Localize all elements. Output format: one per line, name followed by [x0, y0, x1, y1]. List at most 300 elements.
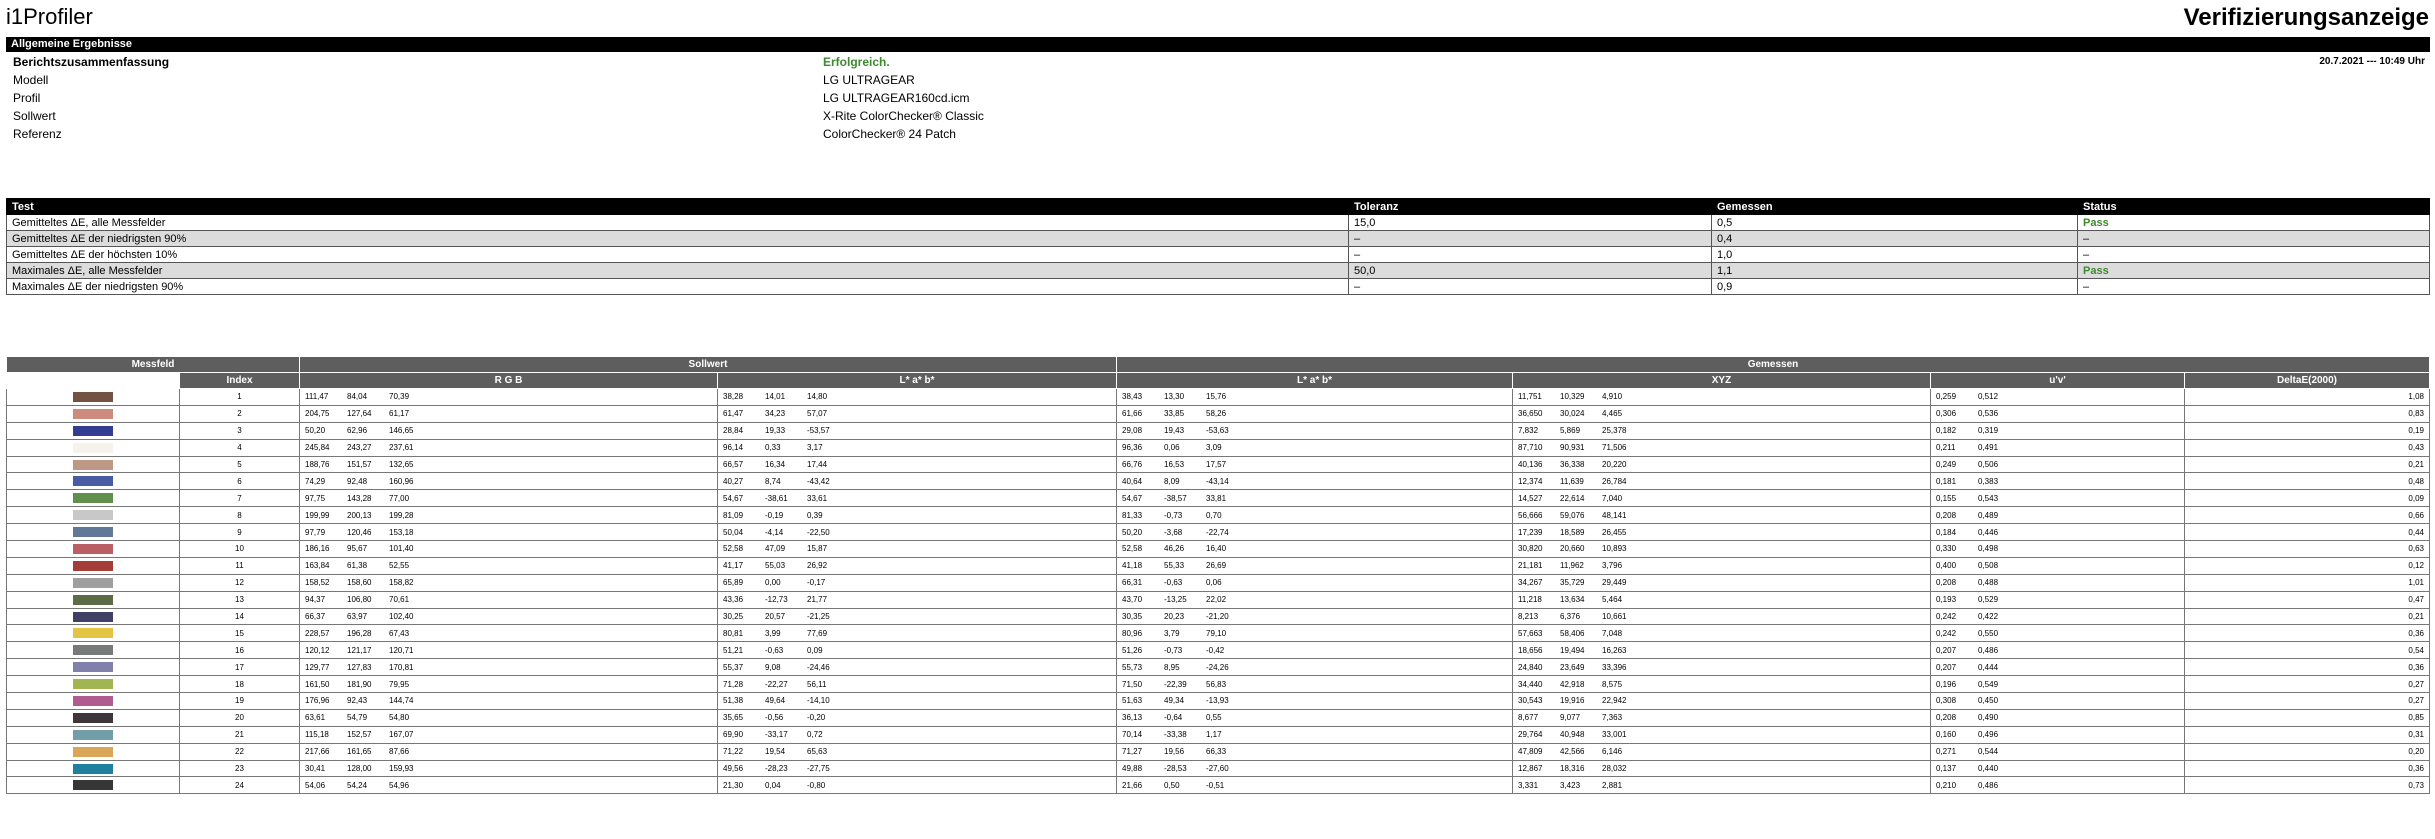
measured-lab-value: 0,06: [1164, 443, 1180, 453]
test-tolerance: –: [1349, 279, 1712, 295]
target-lab-cell: [718, 760, 1117, 777]
rgb-value: 146,65: [389, 426, 414, 436]
test-status: –: [2078, 247, 2430, 263]
xyz-value: 11,962: [1560, 561, 1584, 571]
test-row: [7, 263, 2430, 279]
rgb-value: 30,41: [305, 764, 326, 774]
uv-value: 0,400: [1936, 561, 1957, 571]
measured-lab-cell: [1117, 726, 1513, 743]
target-lab-cell: [718, 591, 1117, 608]
uv-value: 0,306: [1936, 409, 1957, 419]
measured-lab-value: 8,95: [1164, 662, 1180, 672]
rgb-value: 61,17: [389, 409, 410, 419]
measured-lab-value: -21,20: [1206, 612, 1229, 622]
rgb-value: 158,60: [347, 578, 372, 588]
xyz-value: 7,363: [1602, 713, 1623, 723]
test-name: Gemitteltes ΔE der niedrigsten 90%: [7, 231, 1349, 247]
rgb-cell: [300, 642, 718, 659]
target-lab-value: 0,00: [765, 578, 781, 588]
rgb-value: 92,48: [347, 476, 368, 486]
target-lab-value: 15,87: [807, 544, 828, 554]
measured-lab-value: -24,26: [1206, 662, 1229, 672]
xyz-value: 29,764: [1518, 730, 1543, 740]
measured-lab-value: -28,53: [1164, 764, 1187, 774]
measured-lab-cell: [1117, 693, 1513, 710]
measured-lab-value: 8,09: [1164, 476, 1180, 486]
uv-value: 0,208: [1936, 510, 1957, 520]
report-date: 20.7.2021 --- 10:49 Uhr: [2319, 56, 2425, 67]
color-swatch: [73, 510, 113, 520]
uv-value: 0,486: [1978, 645, 1999, 655]
measured-lab-cell: [1117, 389, 1513, 406]
measured-lab-value: 51,63: [1122, 696, 1143, 706]
swatch-cell: [7, 524, 180, 541]
xyz-cell: [1513, 574, 1931, 591]
xyz-value: 12,867: [1518, 764, 1543, 774]
xyz-cell: [1513, 490, 1931, 507]
target-lab-value: 50,04: [723, 527, 744, 537]
rgb-value: 54,80: [389, 713, 410, 723]
measured-lab-value: 3,09: [1206, 443, 1222, 453]
xyz-value: 3,796: [1602, 561, 1623, 571]
uv-value: 0,486: [1978, 780, 1999, 790]
measured-lab-cell: [1117, 456, 1513, 473]
uv-cell: [1931, 490, 2185, 507]
target-lab-value: 77,69: [807, 628, 828, 638]
target-lab-value: 34,23: [765, 409, 786, 419]
target-lab-value: 14,80: [807, 392, 828, 402]
uv-value: 0,319: [1978, 426, 1999, 436]
target-lab-value: 0,72: [807, 730, 823, 740]
target-lab-value: 19,33: [765, 426, 786, 436]
measured-lab-value: 13,30: [1164, 392, 1185, 402]
uv-value: 0,155: [1936, 493, 1957, 503]
uv-cell: [1931, 574, 2185, 591]
measured-lab-cell: [1117, 642, 1513, 659]
measured-lab-value: 16,40: [1206, 544, 1227, 554]
xyz-cell: [1513, 473, 1931, 490]
col-deltae: DeltaE(2000): [2185, 373, 2430, 389]
target-lab-value: 40,27: [723, 476, 744, 486]
measured-lab-cell: [1117, 524, 1513, 541]
rgb-value: 186,16: [305, 544, 330, 554]
target-lab-value: 49,56: [723, 764, 744, 774]
swatch-cell: [7, 439, 180, 456]
rgb-cell: [300, 405, 718, 422]
deltae-value: 0,36: [2185, 760, 2430, 777]
target-lab-value: -24,46: [807, 662, 830, 672]
uv-cell: [1931, 625, 2185, 642]
xyz-cell: [1513, 456, 1931, 473]
patch-index: 1: [180, 389, 300, 406]
rgb-cell: [300, 557, 718, 574]
rgb-value: 106,80: [347, 595, 372, 605]
xyz-cell: [1513, 743, 1931, 760]
rgb-value: 120,71: [389, 645, 414, 655]
xyz-value: 3,423: [1560, 780, 1581, 790]
xyz-value: 8,575: [1602, 679, 1623, 689]
target-lab-value: 0,39: [807, 510, 823, 520]
xyz-value: 18,589: [1560, 527, 1585, 537]
xyz-value: 4,465: [1602, 409, 1623, 419]
summary-row-label: Referenz: [13, 127, 62, 141]
uv-value: 0,182: [1936, 426, 1957, 436]
test-name: Maximales ΔE der niedrigsten 90%: [7, 279, 1349, 295]
uv-value: 0,207: [1936, 645, 1957, 655]
measured-lab-value: 55,33: [1164, 561, 1185, 571]
rgb-cell: [300, 760, 718, 777]
xyz-value: 14,527: [1518, 493, 1543, 503]
uv-value: 0,496: [1978, 730, 1999, 740]
target-lab-value: -21,25: [807, 612, 830, 622]
rgb-value: 128,00: [347, 764, 372, 774]
xyz-value: 33,396: [1602, 662, 1627, 672]
target-lab-cell: [718, 439, 1117, 456]
rgb-cell: [300, 541, 718, 558]
patch-row: [7, 777, 2430, 794]
deltae-value: 0,54: [2185, 642, 2430, 659]
target-lab-value: 17,44: [807, 460, 828, 469]
col-measured: Gemessen: [1712, 199, 2078, 215]
target-lab-value: -0,63: [765, 645, 784, 655]
deltae-value: 0,36: [2185, 625, 2430, 642]
rgb-value: 152,57: [347, 730, 372, 740]
target-lab-cell: [718, 676, 1117, 693]
rgb-value: 217,66: [305, 747, 330, 757]
target-lab-value: 19,54: [765, 747, 786, 757]
deltae-value: 0,21: [2185, 608, 2430, 625]
color-swatch: [73, 730, 113, 740]
uv-value: 0,446: [1978, 527, 1999, 537]
xyz-value: 18,656: [1518, 645, 1543, 655]
rgb-cell: [300, 659, 718, 676]
uv-value: 0,488: [1978, 578, 1999, 588]
target-lab-value: 69,90: [723, 730, 744, 740]
swatch-cell: [7, 591, 180, 608]
target-lab-value: -0,56: [765, 713, 784, 723]
target-lab-cell: [718, 693, 1117, 710]
color-swatch: [73, 578, 113, 588]
summary-row-label: Modell: [13, 73, 49, 87]
deltae-value: 0,27: [2185, 676, 2430, 693]
rgb-value: 77,00: [389, 493, 410, 503]
uv-cell: [1931, 591, 2185, 608]
rgb-cell: [300, 625, 718, 642]
uv-cell: [1931, 524, 2185, 541]
deltae-value: 0,73: [2185, 777, 2430, 794]
color-swatch: [73, 561, 113, 571]
target-lab-value: 81,09: [723, 510, 744, 520]
xyz-cell: [1513, 557, 1931, 574]
target-lab-cell: [718, 777, 1117, 794]
patch-row: [7, 574, 2430, 591]
measured-lab-cell: [1117, 541, 1513, 558]
uv-value: 0,544: [1978, 747, 1999, 757]
measured-lab-value: 30,35: [1122, 612, 1143, 622]
rgb-value: 188,76: [305, 460, 330, 469]
measured-lab-value: 29,08: [1122, 426, 1143, 436]
color-swatch: [73, 544, 113, 554]
patch-index: 10: [180, 541, 300, 558]
deltae-value: 0,21: [2185, 456, 2430, 473]
uv-value: 0,543: [1978, 493, 1999, 503]
target-lab-cell: [718, 709, 1117, 726]
rgb-value: 176,96: [305, 696, 330, 706]
rgb-value: 63,97: [347, 612, 368, 622]
xyz-cell: [1513, 422, 1931, 439]
xyz-cell: [1513, 439, 1931, 456]
patch-index: 11: [180, 557, 300, 574]
measured-lab-cell: [1117, 676, 1513, 693]
xyz-value: 19,916: [1560, 696, 1585, 706]
rgb-value: 97,75: [305, 493, 326, 503]
target-lab-value: -43,42: [807, 476, 830, 486]
xyz-value: 47,809: [1518, 747, 1543, 757]
test-measured: 0,5: [1712, 215, 2078, 231]
uv-cell: [1931, 507, 2185, 524]
measured-lab-value: 16,53: [1164, 460, 1185, 469]
measured-lab-cell: [1117, 709, 1513, 726]
xyz-value: 6,146: [1602, 747, 1623, 757]
deltae-value: 0,66: [2185, 507, 2430, 524]
xyz-value: 42,566: [1560, 747, 1585, 757]
uv-cell: [1931, 709, 2185, 726]
rgb-value: 127,83: [347, 662, 372, 672]
col-xyz: XYZ: [1513, 373, 1931, 389]
uv-value: 0,498: [1978, 544, 1999, 554]
deltae-value: 0,36: [2185, 659, 2430, 676]
summary-row: [6, 125, 2430, 143]
measured-lab-value: -0,73: [1164, 510, 1183, 520]
xyz-value: 58,406: [1560, 628, 1585, 638]
swatch-cell: [7, 777, 180, 794]
uv-cell: [1931, 760, 2185, 777]
rgb-cell: [300, 777, 718, 794]
measured-lab-value: 20,23: [1164, 612, 1185, 622]
rgb-value: 159,93: [389, 764, 414, 774]
patch-index: 15: [180, 625, 300, 642]
target-lab-value: 96,14: [723, 443, 744, 453]
xyz-value: 26,455: [1602, 527, 1627, 537]
uv-value: 0,450: [1978, 696, 1999, 706]
target-lab-value: 35,65: [723, 713, 744, 723]
deltae-value: 0,85: [2185, 709, 2430, 726]
target-lab-value: 55,37: [723, 662, 744, 672]
patch-index: 6: [180, 473, 300, 490]
patch-index: 17: [180, 659, 300, 676]
uv-cell: [1931, 642, 2185, 659]
rgb-cell: [300, 473, 718, 490]
rgb-value: 54,24: [347, 780, 368, 790]
target-lab-value: -27,75: [807, 764, 830, 774]
target-lab-value: 0,04: [765, 780, 781, 790]
target-lab-value: 3,17: [807, 443, 823, 453]
measured-lab-cell: [1117, 490, 1513, 507]
rgb-value: 144,74: [389, 696, 414, 706]
measured-lab-value: 66,76: [1122, 460, 1143, 469]
xyz-cell: [1513, 591, 1931, 608]
xyz-cell: [1513, 642, 1931, 659]
xyz-value: 29,449: [1602, 578, 1627, 588]
uv-cell: [1931, 676, 2185, 693]
rgb-value: 95,67: [347, 544, 368, 554]
rgb-value: 196,28: [347, 628, 372, 638]
test-results-table: [6, 198, 2430, 295]
col-uv: u'v': [1931, 373, 2185, 389]
test-name: Gemitteltes ΔE, alle Messfelder: [7, 215, 1349, 231]
target-lab-value: -22,50: [807, 527, 830, 537]
rgb-value: 129,77: [305, 662, 330, 672]
rgb-cell: [300, 743, 718, 760]
col-status: Status: [2078, 199, 2430, 215]
xyz-cell: [1513, 726, 1931, 743]
group-gemessen: Gemessen: [1117, 357, 2430, 373]
measured-lab-value: 41,18: [1122, 561, 1143, 571]
patch-row: [7, 760, 2430, 777]
target-lab-cell: [718, 524, 1117, 541]
rgb-cell: [300, 389, 718, 406]
color-swatch: [73, 612, 113, 622]
rgb-value: 120,46: [347, 527, 372, 537]
rgb-value: 170,81: [389, 662, 414, 672]
uv-cell: [1931, 693, 2185, 710]
xyz-value: 11,218: [1518, 595, 1542, 605]
measured-lab-value: -38,57: [1164, 493, 1187, 503]
target-lab-value: 71,28: [723, 679, 744, 689]
patch-row: [7, 490, 2430, 507]
measured-lab-value: 56,83: [1206, 679, 1227, 689]
target-lab-value: 51,38: [723, 696, 744, 706]
target-lab-value: -38,61: [765, 493, 788, 503]
rgb-cell: [300, 456, 718, 473]
summary-row: [6, 107, 2430, 125]
rgb-value: 52,55: [389, 561, 410, 571]
general-results-bar: Allgemeine Ergebnisse: [6, 37, 2430, 52]
xyz-value: 33,001: [1602, 730, 1627, 740]
color-swatch: [73, 747, 113, 757]
target-lab-cell: [718, 389, 1117, 406]
patch-row: [7, 507, 2430, 524]
patch-col-header-row: [7, 373, 2430, 389]
xyz-value: 36,650: [1518, 409, 1543, 419]
summary-row: [6, 71, 2430, 89]
swatch-cell: [7, 726, 180, 743]
measured-lab-cell: [1117, 574, 1513, 591]
target-lab-cell: [718, 541, 1117, 558]
uv-value: 0,549: [1978, 679, 1999, 689]
col-test: Test: [7, 199, 1349, 215]
measured-lab-value: -22,74: [1206, 527, 1229, 537]
uv-value: 0,193: [1936, 595, 1957, 605]
rgb-value: 132,65: [389, 460, 414, 469]
rgb-value: 101,40: [389, 544, 414, 554]
test-status: Pass: [2078, 263, 2430, 279]
target-lab-value: 56,11: [807, 679, 827, 689]
patch-row: [7, 473, 2430, 490]
uv-cell: [1931, 541, 2185, 558]
target-lab-value: 8,74: [765, 476, 781, 486]
color-swatch: [73, 679, 113, 689]
swatch-cell: [7, 574, 180, 591]
target-lab-cell: [718, 743, 1117, 760]
xyz-value: 30,024: [1560, 409, 1585, 419]
uv-cell: [1931, 659, 2185, 676]
uv-value: 0,137: [1936, 764, 1957, 774]
color-swatch: [73, 460, 113, 470]
uv-value: 0,181: [1936, 476, 1957, 486]
target-lab-value: 66,57: [723, 460, 744, 469]
measured-lab-cell: [1117, 507, 1513, 524]
xyz-cell: [1513, 405, 1931, 422]
patch-index: 21: [180, 726, 300, 743]
xyz-value: 90,931: [1560, 443, 1585, 453]
deltae-value: 0,12: [2185, 557, 2430, 574]
rgb-value: 50,20: [305, 426, 326, 436]
measured-lab-value: -3,68: [1164, 527, 1183, 537]
measured-lab-value: 81,33: [1122, 510, 1143, 520]
xyz-value: 7,832: [1518, 426, 1539, 436]
measured-lab-value: 51,26: [1122, 645, 1143, 655]
test-tolerance: –: [1349, 247, 1712, 263]
measured-lab-cell: [1117, 777, 1513, 794]
xyz-value: 17,239: [1518, 527, 1543, 537]
patch-index: 4: [180, 439, 300, 456]
deltae-value: 0,83: [2185, 405, 2430, 422]
xyz-value: 11,751: [1518, 392, 1542, 402]
target-lab-value: -22,27: [765, 679, 788, 689]
measured-lab-value: 96,36: [1122, 443, 1143, 453]
xyz-value: 59,076: [1560, 510, 1585, 520]
target-lab-value: 33,61: [807, 493, 828, 503]
rgb-value: 115,18: [305, 730, 329, 740]
test-name: Maximales ΔE, alle Messfelder: [7, 263, 1349, 279]
patch-index: 5: [180, 456, 300, 473]
patch-index: 19: [180, 693, 300, 710]
uv-value: 0,208: [1936, 578, 1957, 588]
uv-cell: [1931, 473, 2185, 490]
swatch-cell: [7, 490, 180, 507]
measured-lab-cell: [1117, 591, 1513, 608]
target-lab-value: 26,92: [807, 561, 828, 571]
measured-lab-value: 66,33: [1206, 747, 1227, 757]
swatch-cell: [7, 693, 180, 710]
swatch-cell: [7, 557, 180, 574]
deltae-value: 0,19: [2185, 422, 2430, 439]
measured-lab-value: 0,55: [1206, 713, 1222, 723]
rgb-value: 237,61: [389, 443, 414, 453]
patch-row: [7, 709, 2430, 726]
target-lab-cell: [718, 456, 1117, 473]
uv-value: 0,259: [1936, 392, 1957, 402]
color-swatch: [73, 493, 113, 503]
target-lab-value: 52,58: [723, 544, 744, 554]
rgb-cell: [300, 693, 718, 710]
measured-lab-value: 0,06: [1206, 578, 1222, 588]
rgb-cell: [300, 726, 718, 743]
uv-value: 0,440: [1978, 764, 1999, 774]
target-lab-value: 54,67: [723, 493, 744, 503]
xyz-value: 4,910: [1602, 392, 1623, 402]
target-lab-cell: [718, 726, 1117, 743]
rgb-cell: [300, 507, 718, 524]
target-lab-value: 65,89: [723, 578, 744, 588]
test-row: [7, 231, 2430, 247]
uv-cell: [1931, 439, 2185, 456]
rgb-value: 74,29: [305, 476, 326, 486]
target-lab-value: -0,80: [807, 780, 826, 790]
rgb-cell: [300, 591, 718, 608]
patch-index: 16: [180, 642, 300, 659]
